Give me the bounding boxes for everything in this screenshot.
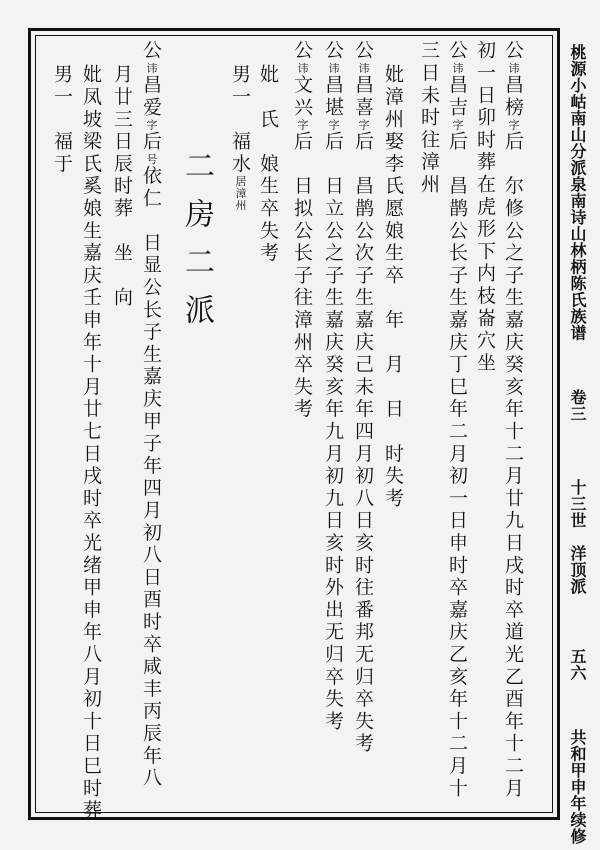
column-text: 三日未时往漳州: [418, 40, 440, 197]
text-column-c4: [419, 40, 438, 196]
annotation-label: 讳: [145, 62, 158, 75]
page-margin-header: [566, 44, 589, 844]
column-text: 后 昌鹊公次子生嘉庆己未年四月初八日亥时往番邦无归卒失考: [352, 130, 374, 756]
column-text: 妣漳州娶李氏愿娘生卒 年 月 日 时失考: [382, 64, 404, 510]
column-text: 初一日卯时葬在虎形下内枝崙穴坐: [474, 40, 496, 375]
column-text: 后 日拟公长子往漳州卒失考: [291, 130, 313, 421]
column-text: 公: [291, 40, 313, 63]
annotation-label: 字: [357, 118, 370, 131]
column-text: 昌堪: [322, 74, 344, 119]
text-column-c13: [81, 64, 100, 822]
column-text: 后 昌鹊公长子生嘉庆丁巳年二月初一日申时卒嘉庆乙亥年十二月十: [446, 130, 468, 800]
section-title: 二房二派: [179, 150, 214, 342]
text-column-c3: [447, 40, 466, 800]
page-number: 五六: [568, 648, 587, 681]
annotation-label: 字: [145, 118, 158, 131]
column-text: 公: [446, 40, 468, 63]
column-text: 后 尔修公之子生嘉庆癸亥年十二月廿九日戌时卒道光乙酉年十二月: [502, 130, 524, 800]
column-text: 男一 福于: [51, 64, 73, 176]
text-column-c6: [383, 64, 402, 510]
annotation-label: 讳: [327, 62, 340, 75]
column-text: 后: [140, 130, 162, 154]
annotation-label: 字: [327, 118, 340, 131]
edition-label: 共和甲申年续修: [568, 728, 587, 844]
column-text: 妣凤坡梁氏奚娘生嘉庆壬申年十月廿七日戌时卒光绪甲申年八月初十日巳时葬: [80, 64, 102, 823]
column-text: 后 日立公之子生嘉庆癸亥年九月初九日亥时外出无归卒失考: [322, 130, 344, 734]
column-text: 月廿三日辰时葬 坐 向: [111, 64, 133, 310]
text-column-c8: [292, 40, 311, 421]
column-text: 依仁 日显公长子生嘉庆甲子年四月初八日酉时卒咸丰丙辰年八: [140, 165, 162, 790]
text-column-c14: [52, 64, 71, 176]
column-text: 昌榜: [502, 74, 524, 119]
annotation-label: 讳: [451, 62, 464, 75]
text-column-c5: [353, 40, 372, 755]
text-column-c9: [258, 64, 277, 265]
column-text: 男一 福水: [229, 64, 251, 176]
column-text: 妣 氏 娘生卒失考: [257, 64, 279, 265]
annotation-label: 号: [145, 153, 158, 166]
column-text: 公: [322, 40, 344, 63]
generation-branch: 十三世 洋顶派: [568, 479, 587, 595]
column-text: 昌喜: [352, 74, 374, 119]
book-title: 桃源小岵南山分派泉南诗山林柄陈氏族谱: [568, 44, 587, 341]
column-text: 公: [502, 40, 524, 63]
volume-label: 卷三: [568, 388, 587, 422]
text-column-c12: [112, 64, 131, 309]
text-column-c11: [141, 40, 160, 790]
text-column-c2: [475, 40, 494, 375]
annotation-label: 字: [296, 118, 309, 131]
annotation-label: 讳: [296, 62, 309, 75]
text-column-c7: [323, 40, 342, 733]
column-text: 公: [352, 40, 374, 63]
column-text: 昌吉: [446, 74, 468, 119]
annotation-label: 字: [451, 118, 464, 131]
column-text: 昌爱: [140, 74, 162, 119]
annotation-label: 讳: [507, 62, 520, 75]
annotation-label: 字: [507, 118, 520, 131]
annotation-label: 居漳州: [234, 175, 247, 212]
text-column-c10: [230, 64, 249, 212]
column-text: 公: [140, 40, 162, 63]
text-column-c1: [503, 40, 522, 800]
column-text: 文兴: [291, 74, 313, 119]
annotation-label: 讳: [357, 62, 370, 75]
